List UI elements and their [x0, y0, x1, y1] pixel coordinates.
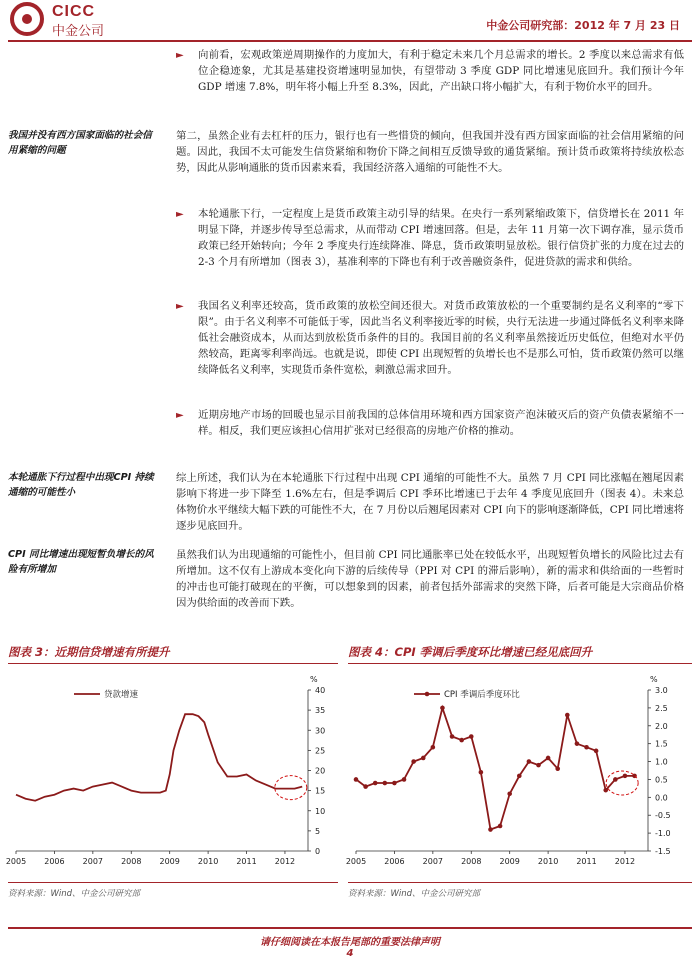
sidenote-deflation: 本轮通胀下行过程中出现CPI 持续通缩的可能性小: [8, 472, 154, 498]
y-tick-label: 0.5: [655, 775, 668, 785]
unit-label: %: [650, 675, 658, 684]
footer-divider: [8, 927, 692, 929]
bullet-icon: ►: [176, 410, 184, 421]
report-date: 中金公司研究部：2012 年 7 月 23 日: [486, 19, 680, 32]
paragraph-property: 近期房地产市场的回暖也显示目前我国的总体信用环境和西方国家资产泡沫破灭后的资产负债表紧缩不一样。相反，我们更应该担心信用扩张对已经很高的房地产价格的推动。: [198, 409, 684, 437]
figure-3-rule: [8, 663, 338, 664]
data-point: [603, 788, 608, 793]
data-point: [431, 745, 436, 750]
y-tick-label: 15: [315, 786, 326, 796]
bullet-icon: ►: [176, 301, 184, 312]
legend-marker: [425, 692, 430, 697]
data-point: [613, 777, 618, 782]
y-tick-label: -1.5: [655, 847, 671, 856]
y-tick-label: 5: [315, 826, 321, 836]
data-point: [623, 774, 628, 779]
data-point: [575, 741, 580, 746]
y-tick-label: 0: [315, 847, 321, 856]
y-tick-label: 2.0: [655, 721, 668, 731]
data-point: [584, 745, 589, 750]
x-tick-label: 2005: [345, 857, 367, 866]
data-point: [459, 738, 464, 743]
data-point: [517, 774, 522, 779]
x-tick-label: 2008: [461, 857, 482, 866]
data-point: [507, 791, 512, 796]
cpi-qoq-chart: [345, 668, 688, 878]
data-point: [450, 734, 455, 739]
legend-label: 贷款增速: [104, 690, 139, 700]
data-point: [402, 777, 407, 782]
data-point: [373, 781, 378, 786]
y-tick-label: 2.5: [655, 703, 668, 713]
header-divider: [8, 40, 692, 42]
sidenote-credit: 我国并没有西方国家面临的社会信用紧缩的问题: [8, 130, 152, 156]
y-tick-label: 40: [315, 686, 326, 695]
cicc-logo-icon: [10, 2, 44, 36]
figure-4-rule: [348, 663, 692, 664]
data-point: [354, 777, 359, 782]
data-point: [440, 706, 445, 711]
data-point: [383, 781, 388, 786]
y-tick-label: 25: [315, 746, 326, 756]
page-header: [0, 0, 700, 42]
y-tick-label: 1.5: [655, 739, 668, 749]
y-tick-label: 30: [315, 726, 326, 736]
data-point: [498, 824, 503, 829]
y-tick-label: -0.5: [655, 811, 671, 821]
paragraph-summary: 综上所述，我们认为在本轮通胀下行过程中出现 CPI 通缩的可能性不大。虽然 7 月 CPI 同比涨幅在翘尾因素影响下将进一步下降至 1.6%左右，但是季调后 CPI 季环比增速已于去年 4 季度见底回升（图表 4）。未来总体物价水平继续大幅下跌的可能性不大，在 7 月份以后翘尾因素对 CPI 向下的影响逐渐降低，CPI 同比增速将逐步见底回升。: [176, 472, 685, 532]
data-point: [555, 766, 560, 771]
figure-4-title: 图表 4：CPI 季调后季度环比增速已经见底回升: [348, 645, 593, 659]
data-point: [536, 763, 541, 768]
bullet-icon: ►: [176, 50, 184, 61]
data-point: [479, 770, 484, 775]
x-tick-label: 2011: [236, 857, 257, 866]
x-tick-label: 2007: [422, 857, 444, 866]
data-point: [411, 759, 416, 764]
paragraph-monetary: 本轮通胀下行，一定程度上是货币政策主动引导的结果。在央行一系列紧缩政策下，信贷增长在 2011 年明显下降，并逐步传导至总需求，从而带动 CPI 增速回落。但是，去年 11 月第一次下调存准，显示货币政策已经开始转向；今年 2 季度央行连续降准、降息，货币政策明显放松。银行信贷扩张的力度在过去的 2-3 个月有所增加（图表 3），基准利率的下降也有利于改善融资条件，促进贷款的需求和供给。: [198, 208, 684, 268]
logo-text-cn: 中金公司: [52, 24, 105, 39]
x-tick-label: 2009: [499, 857, 520, 866]
figure-4-source: 资料来源：Wind、中金公司研究部: [348, 889, 481, 899]
data-point: [546, 756, 551, 761]
y-tick-label: 35: [315, 706, 326, 716]
y-tick-label: -1.0: [655, 829, 671, 839]
figure-3-source: 资料来源：Wind、中金公司研究部: [8, 889, 141, 899]
x-tick-label: 2012: [614, 857, 636, 866]
data-point: [363, 784, 368, 789]
legend-label: CPI 季调后季度环比: [444, 690, 520, 700]
data-point: [488, 827, 493, 832]
y-tick-label: 3.0: [655, 686, 668, 695]
y-tick-label: 10: [315, 806, 326, 816]
figure-3-source-rule: [8, 882, 338, 883]
data-point: [421, 756, 426, 761]
paragraph-credit: 第二，虽然企业有去杠杆的压力，银行也有一些惜贷的倾向，但我国并没有西方国家面临的社会信用紧缩的问题。因此，我国不太可能发生信贷紧缩和物价下降之间相互反馈导致的通货紧缩。预计货币政策将持续放松态势，因此从影响通胀的货币因素来看，我国经济落入通缩的可能性不大。: [176, 130, 684, 174]
highlight-circle: [275, 776, 307, 800]
y-tick-label: 1.0: [655, 757, 668, 767]
data-point: [527, 759, 532, 764]
x-tick-label: 2008: [121, 857, 142, 866]
y-tick-label: 20: [315, 766, 326, 776]
paragraph-outlook: 向前看，宏观政策逆周期操作的力度加大，有利于稳定未来几个月总需求的增长。2 季度以来总需求有低位企稳迹象，尤其是基建投资增速明显加快，有望带动 3 季度 GDP 同比增速见底回升。我们预计今年 GDP 增速 7.8%，明年将小幅上升至 8.3%，因此，产出缺口将小幅扩大，有利于物价水平的回升。: [198, 49, 684, 93]
data-point: [469, 734, 474, 739]
legal-notice: 请仔细阅读在本报告尾部的重要法律声明: [260, 937, 440, 948]
figure-4-source-rule: [348, 882, 692, 883]
x-tick-label: 2005: [5, 857, 27, 866]
x-tick-label: 2012: [274, 857, 296, 866]
x-tick-label: 2007: [82, 857, 104, 866]
logo-text-en: CICC: [52, 3, 96, 20]
x-tick-label: 2011: [576, 857, 597, 866]
loan-growth-chart: [5, 668, 338, 878]
page-number: 4: [346, 948, 354, 959]
sidenote-risk: CPI 同比增速出现短暂负增长的风险有所增加: [8, 549, 154, 575]
unit-label: %: [310, 675, 318, 684]
x-tick-label: 2009: [159, 857, 180, 866]
data-point: [392, 781, 397, 786]
y-tick-label: 0.0: [655, 793, 668, 803]
x-tick-label: 2010: [197, 857, 219, 866]
series-line: [16, 714, 302, 801]
paragraph-risk: 虽然我们认为出现通缩的可能性小，但目前 CPI 同比通胀率已处在较低水平，出现短暂负增长的风险比过去有所增加。这不仅有上游成本变化向下游的后续传导（PPI 对 CPI 的滞后影响），新的需求和供给面的一些暂时的冲击也可能打破现在的平衡，可以想象到的因素，前者包括外部需求的突然下降，后者可能是大宗商品价格因为供给面的改善而下跌。: [176, 549, 684, 609]
x-tick-label: 2006: [44, 857, 65, 866]
x-tick-label: 2006: [384, 857, 405, 866]
x-tick-label: 2010: [537, 857, 559, 866]
data-point: [594, 749, 599, 754]
bullet-icon: ►: [176, 209, 184, 220]
paragraph-interest: 我国名义利率还较高，货币政策的放松空间还很大。对货币政策放松的一个重要制约是名义利率的“零下限”。由于名义利率不可能低于零，因此当名义利率接近零的时候，央行无法进一步通过降低名义利率来降低社会融资成本，从而达到放松货币条件的目的。我国目前的名义利率虽然接近历史低位，但绝对水平仍然较高，距离零利率尚远。也就是说，即使 CPI 出现短暂的负增长也不是那么可怕，货币政策仍然可以继续降低名义利率，实现货币条件宽松，刺激总需求回升。: [198, 300, 684, 376]
figure-3-title: 图表 3：近期信贷增速有所提升: [8, 645, 170, 659]
data-point: [565, 713, 570, 718]
series-line: [356, 708, 635, 830]
